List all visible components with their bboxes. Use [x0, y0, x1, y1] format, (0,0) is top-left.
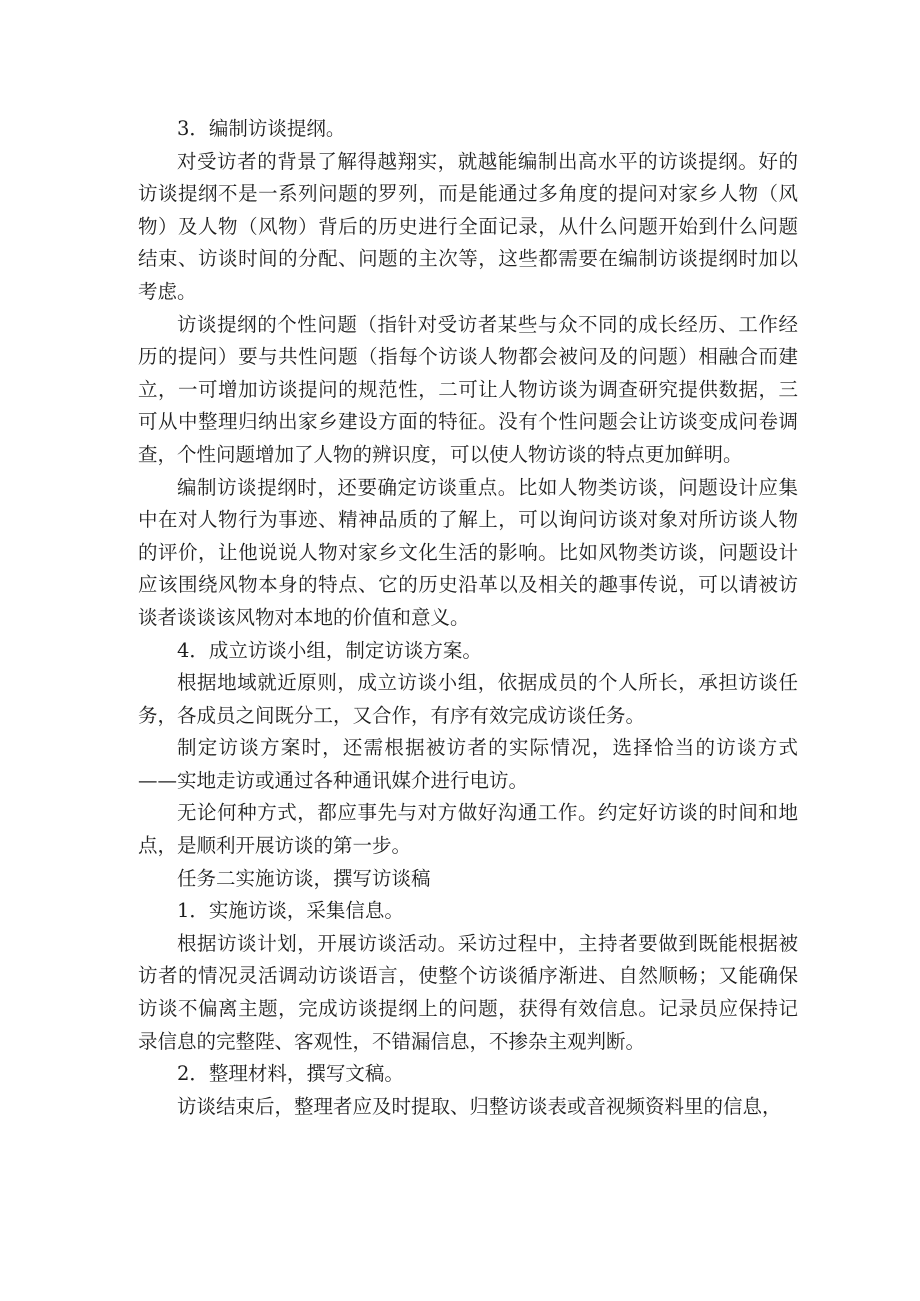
- paragraph-conduct-interview: 根据访谈计划，开展访谈活动。采访过程中，主持者要做到既能根据被访者的情况灵活调动访谈语言，使整个访谈循序渐进、自然顺畅；又能确保访谈不偏离主题，完成访谈提纲上的问题，获得有效信息。记录员应保持记录信息的完整陛、客观性，不错漏信息，不掺杂主观判断。: [138, 931, 798, 1053]
- paragraph-interview-focus: 编制访谈提纲时，还要确定访谈重点。比如人物类访谈，问题设计应集中在对人物行为事迹、精神品质的了解上，可以询问访谈对象对所访谈人物的评价，让他说说人物对家乡文化生活的影响。比如风物类访谈，问题设计应该围绕风物本身的特点、它的历史沿革以及相关的趣事传说，可以请被访谈者谈谈该风物对本地的价值和意义。: [138, 475, 798, 629]
- paragraph-organize-materials: 访谈结束后，整理者应及时提取、归整访谈表或音视频资料里的信息，: [177, 1094, 782, 1118]
- heading-compile-outline: 3．编制访谈提纲。: [177, 117, 346, 140]
- paragraph-personal-questions: 访谈提纲的个性问题（指针对受访者某些与众不同的成长经历、工作经历的提问）要与共性问题（指每个访谈人物都会被问及的问题）相融合而建立，一可增加访谈提问的规范性，二可让人物访谈为调查研究提供数据，三可从中整理归纳出家乡建设方面的特征。没有个性问题会让访谈变成问卷调查，个性问题增加了人物的辨识度，可以使人物访谈的特点更加鲜明。: [138, 312, 798, 466]
- heading-form-group: 4．成立访谈小组，制定访谈方案。: [177, 638, 482, 662]
- heading-task-two: 任务二实施访谈，撰写访谈稿: [177, 866, 431, 890]
- heading-conduct-interview: 1．实施访谈，采集信息。: [177, 899, 404, 923]
- heading-organize-materials: 2．整理材料，撰写文稿。: [177, 1062, 404, 1086]
- paragraph-outline-intro: 对受访者的背景了解得越翔实，就越能编制出高水平的访谈提纲。好的访谈提纲不是一系列问题的罗列，而是能通过多角度的提问对家乡人物（风物）及人物（风物）背后的历史进行全面记录，从什么问题开始到什么问题结束、访谈时间的分配、问题的主次等，这些都需要在编制访谈提纲时加以考虑。: [138, 149, 798, 303]
- paragraph-interview-plan: 制定访谈方案时，还需根据被访者的实际情况，选择恰当的访谈方式——实地走访或通过各种通讯媒介进行电访。: [138, 736, 798, 792]
- document-body: [138, 113, 798, 1123]
- paragraph-communication: 无论何种方式，都应事先与对方做好沟通工作。约定好访谈的时间和地点，是顺利开展访谈的第一步。: [138, 801, 798, 858]
- paragraph-group-principle: 根据地域就近原则，成立访谈小组，依据成员的个人所长，承担访谈任务，各成员之间既分工，又合作，有序有效完成访谈任务。: [138, 671, 798, 727]
